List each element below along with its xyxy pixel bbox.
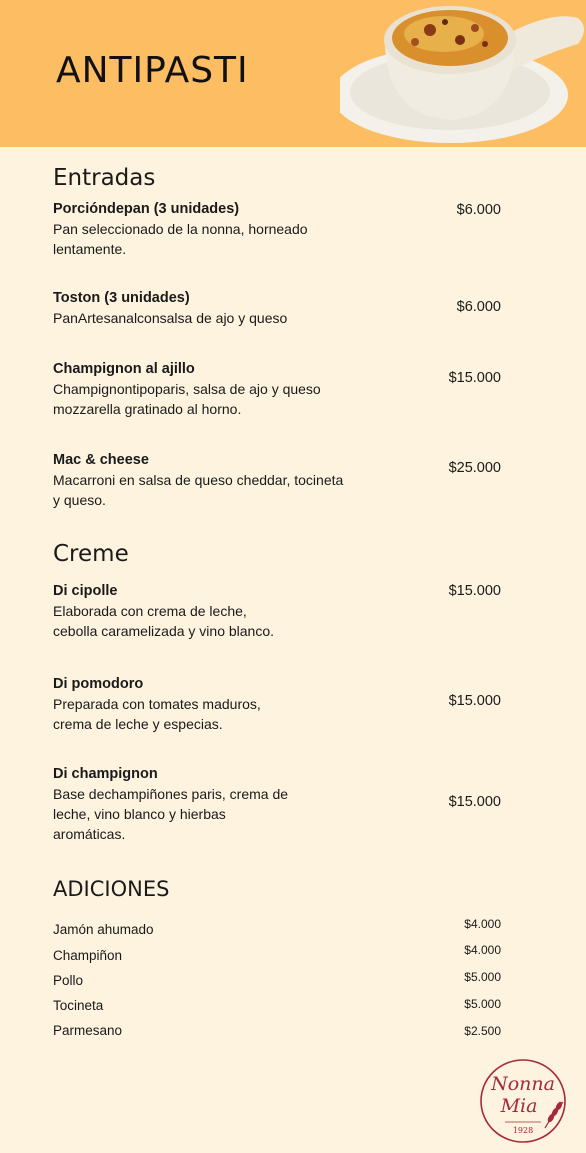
menu-item [53, 450, 413, 510]
menu-item [53, 359, 413, 419]
header-banner [0, 0, 586, 147]
section-title-entradas: Entradas [53, 165, 156, 191]
item-description: Macarroni en salsa de queso cheddar, tocineta y queso. [53, 472, 344, 508]
menu-item [53, 674, 413, 734]
item-price: $6.000 [456, 299, 501, 315]
logo-year: 1928 [512, 1126, 534, 1135]
item-price: $25.000 [448, 460, 501, 476]
item-name: Porcióndepan (3 unidades) [53, 201, 240, 217]
addon-price: $5.000 [464, 970, 501, 984]
item-price: $15.000 [448, 370, 501, 386]
menu-item [53, 288, 413, 328]
item-description: Elaborada con crema de leche, cebolla caramelizada y vino blanco. [53, 603, 275, 639]
addon-name: Pollo [53, 973, 84, 988]
item-name: Di champignon [53, 766, 158, 782]
menu-item [53, 581, 413, 641]
section-title-creme: Creme [53, 541, 129, 567]
item-description: PanArtesanalconsalsa de ajo y queso [53, 310, 288, 326]
addon-name: Champiñon [53, 948, 123, 963]
item-price: $15.000 [448, 583, 501, 599]
addon-price: $5.000 [464, 997, 501, 1011]
item-description: Champignontipoparis, salsa de ajo y queso mozzarella gratinado al horno. [53, 381, 321, 417]
item-name: Champignon al ajillo [53, 361, 195, 377]
item-description: Preparada con tomates maduros, crema de leche y especias. [53, 696, 261, 732]
soup-bowl-image [340, 0, 586, 147]
logo-line1: Nonna [491, 1073, 555, 1095]
item-name: Di cipolle [53, 583, 118, 599]
item-description: Base dechampiñones paris, crema de leche, vino blanco y hierbas aromáticas. [53, 786, 289, 842]
addon-name: Tocineta [53, 998, 104, 1013]
page-title: ANTIPASTI [56, 50, 249, 91]
item-name: Di pomodoro [53, 676, 144, 692]
item-price: $15.000 [448, 794, 501, 810]
nonna-mia-logo [479, 1058, 571, 1144]
item-name: Mac & cheese [53, 452, 149, 468]
menu-item [53, 199, 413, 259]
logo-line2: Mia [500, 1095, 538, 1117]
addon-name: Jamón ahumado [53, 922, 154, 937]
menu-item [53, 764, 413, 844]
addon-price: $4.000 [464, 943, 501, 957]
item-price: $15.000 [448, 693, 501, 709]
addon-name: Parmesano [53, 1023, 123, 1038]
item-name: Toston (3 unidades) [53, 290, 190, 306]
section-title-adiciones: ADICIONES [53, 877, 170, 901]
wheat-icon [545, 1102, 563, 1128]
item-description: Pan seleccionado de la nonna, horneado lentamente. [53, 221, 308, 257]
item-price: $6.000 [456, 202, 501, 218]
addon-price: $2.500 [464, 1024, 501, 1038]
addon-price: $4.000 [464, 917, 501, 931]
